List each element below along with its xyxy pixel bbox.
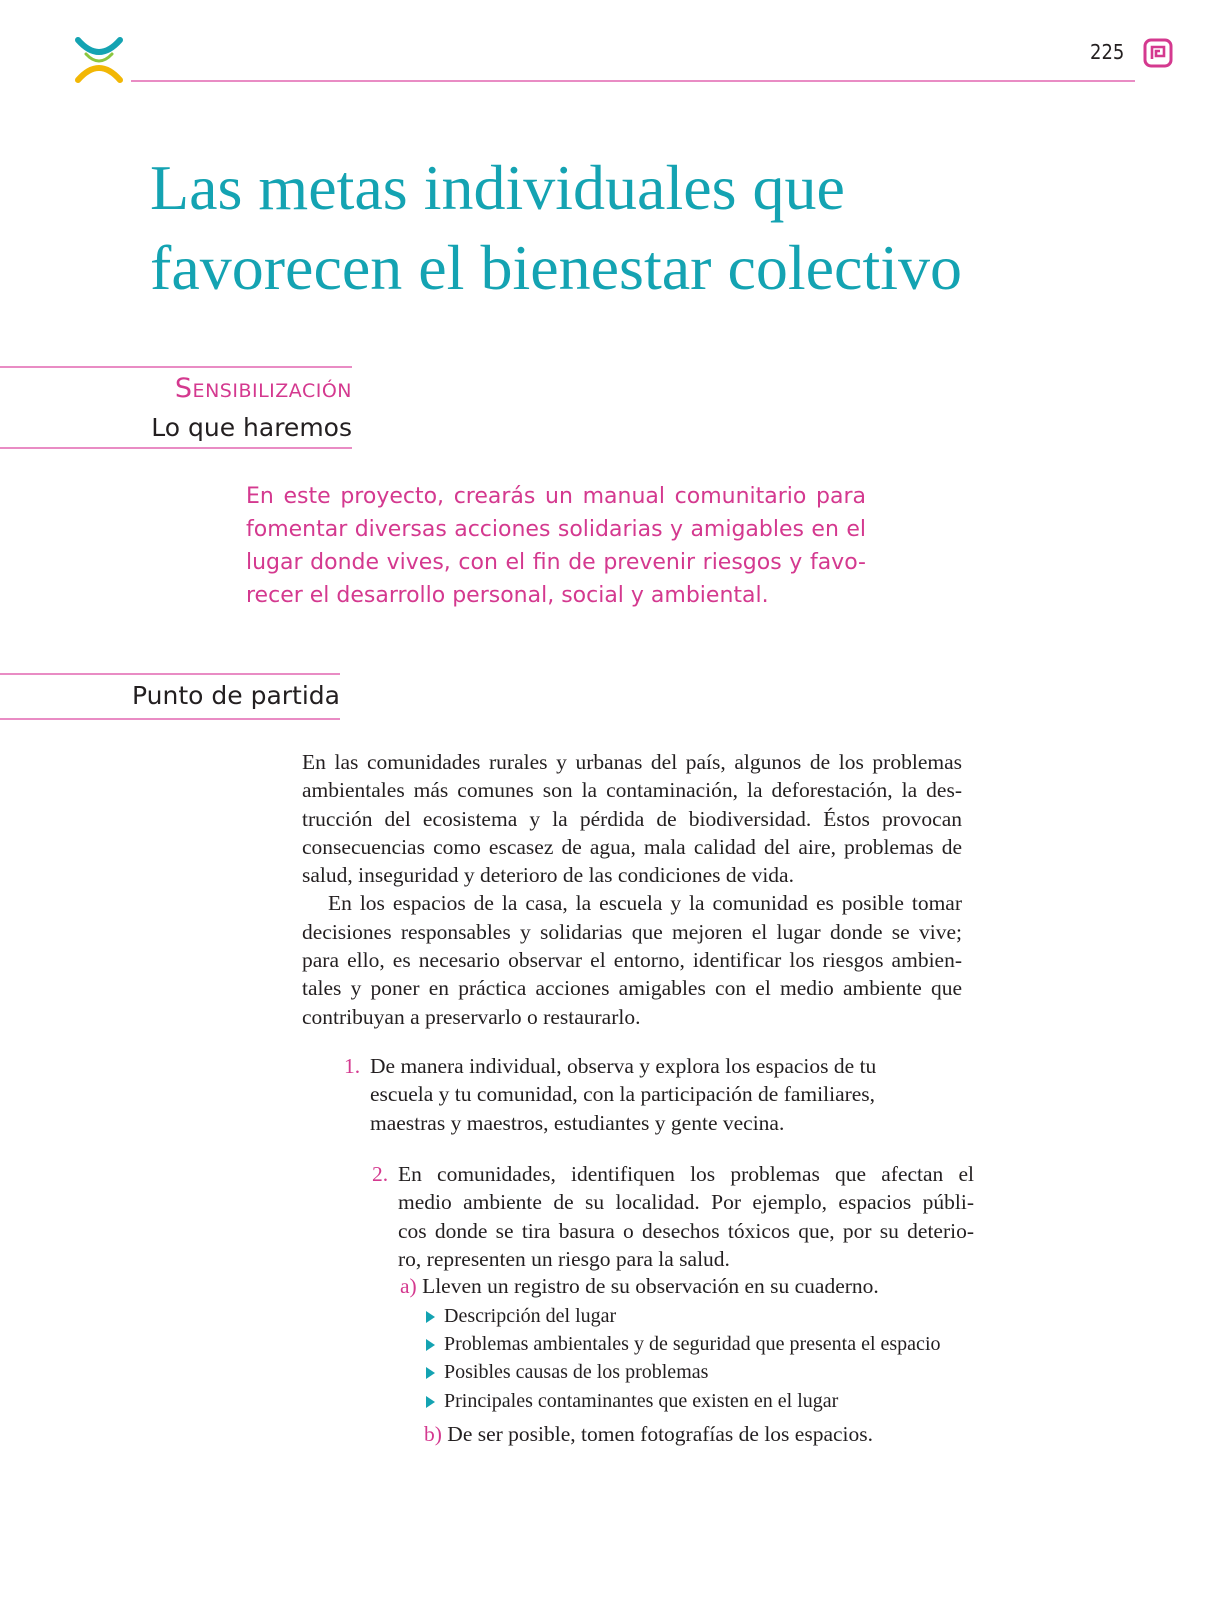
page-title <box>150 148 1110 308</box>
section-rule <box>0 673 340 675</box>
list-item-text: Descripción del lugar <box>444 1305 617 1327</box>
list-item <box>426 1387 986 1415</box>
sub-item-text: Lleven un registro de su observación en su cuaderno. <box>422 1274 879 1298</box>
page-number: 225 <box>1090 40 1125 64</box>
activity-item-1 <box>344 1052 924 1137</box>
intro-line: recer el desarrollo personal, social y ambiental. <box>246 583 769 608</box>
intro-line: lugar donde vives, con el fin de prevenir riesgos y favo- <box>246 550 866 575</box>
paragraph-line: para ello, es necesario observar el entorno, identificar los riesgos ambien- <box>302 948 962 973</box>
section-label-punto-de-partida: Punto de partida <box>132 681 340 710</box>
item-number: 2. <box>372 1162 389 1186</box>
item-line: maestras y maestros, estudiantes y gente vecina. <box>370 1110 785 1135</box>
sub-item-text: De ser posible, tomen fotografías de los espacios. <box>447 1422 874 1446</box>
item-line: En comunidades, identifiquen los problemas que afectan el <box>398 1162 974 1186</box>
header-rule <box>131 80 1135 82</box>
item-line: De manera individual, observa y explora los espacios de tu <box>370 1054 877 1078</box>
list-item-text: Posibles causas de los problemas <box>444 1361 709 1384</box>
sub-item-a <box>400 1272 960 1300</box>
sub-item-b <box>424 1420 984 1448</box>
sub-item-letter: a) <box>400 1274 417 1298</box>
item-line: escuela y tu comunidad, con la participación de familiares, <box>370 1082 876 1107</box>
list-item <box>426 1358 986 1386</box>
item-number: 1. <box>344 1054 361 1078</box>
intro-line: En este proyecto, crearás un manual comunitario para <box>246 484 866 509</box>
item-line: cos donde se tira basura o desechos tóxicos que, por su deterio- <box>398 1218 974 1243</box>
paragraph-line: trucción del ecosistema y la pérdida de biodiversidad. Éstos provocan <box>302 806 962 831</box>
triangle-bullet-icon <box>426 1311 435 1323</box>
title-line: favorecen el bienestar colectivo <box>150 232 962 303</box>
paragraph-line: ambientales más comunes son la contaminación, la deforestación, la des- <box>302 778 962 803</box>
list-item-text: Problemas ambientales y de seguridad que presenta el espacio <box>444 1333 941 1356</box>
section-subtitle: Lo que haremos <box>151 413 352 442</box>
section-rule <box>0 447 352 449</box>
item-line: medio ambiente de su localidad. Por ejemplo, espacios públi- <box>398 1190 974 1215</box>
triangle-bullet-icon <box>426 1339 435 1351</box>
item-line: ro, representen un riesgo para la salud. <box>398 1246 730 1271</box>
activity-item-2 <box>372 1160 974 1273</box>
paragraph-line: consecuencias como escasez de agua, mala calidad del aire, problemas de <box>302 834 962 859</box>
section-label-sensibilizacion: Sensibilización <box>174 373 352 404</box>
paragraph-line: salud, inseguridad y deterioro de las condiciones de vida. <box>302 863 794 888</box>
triangle-bullet-icon <box>426 1367 435 1379</box>
sub-item-letter: b) <box>424 1422 442 1446</box>
list-item <box>426 1330 986 1358</box>
logo-icon <box>72 34 126 86</box>
observation-checklist <box>426 1302 986 1415</box>
list-item-text: Principales contaminantes que existen en el lugar <box>444 1389 839 1412</box>
title-line: Las metas individuales que <box>150 152 845 223</box>
section-rule <box>0 718 340 720</box>
spiral-ornament-icon <box>1143 38 1173 68</box>
paragraph-line: tales y poner en práctica acciones amigables con el medio ambiente que <box>302 976 962 1001</box>
paragraph-line: En los espacios de la casa, la escuela y la comunidad es posible tomar <box>328 891 962 916</box>
body-paragraphs <box>302 748 962 1031</box>
paragraph-line: En las comunidades rurales y urbanas del país, algunos de los problemas <box>302 750 962 774</box>
triangle-bullet-icon <box>426 1396 435 1408</box>
paragraph-line: contribuyan a preservarlo o restaurarlo. <box>302 1004 641 1029</box>
list-item <box>426 1302 986 1330</box>
section-rule <box>0 366 352 368</box>
intro-line: fomentar diversas acciones solidarias y amigables en el <box>246 517 866 542</box>
paragraph-line: decisiones responsables y solidarias que mejoren el lugar donde se vive; <box>302 919 962 944</box>
project-intro <box>246 480 866 612</box>
